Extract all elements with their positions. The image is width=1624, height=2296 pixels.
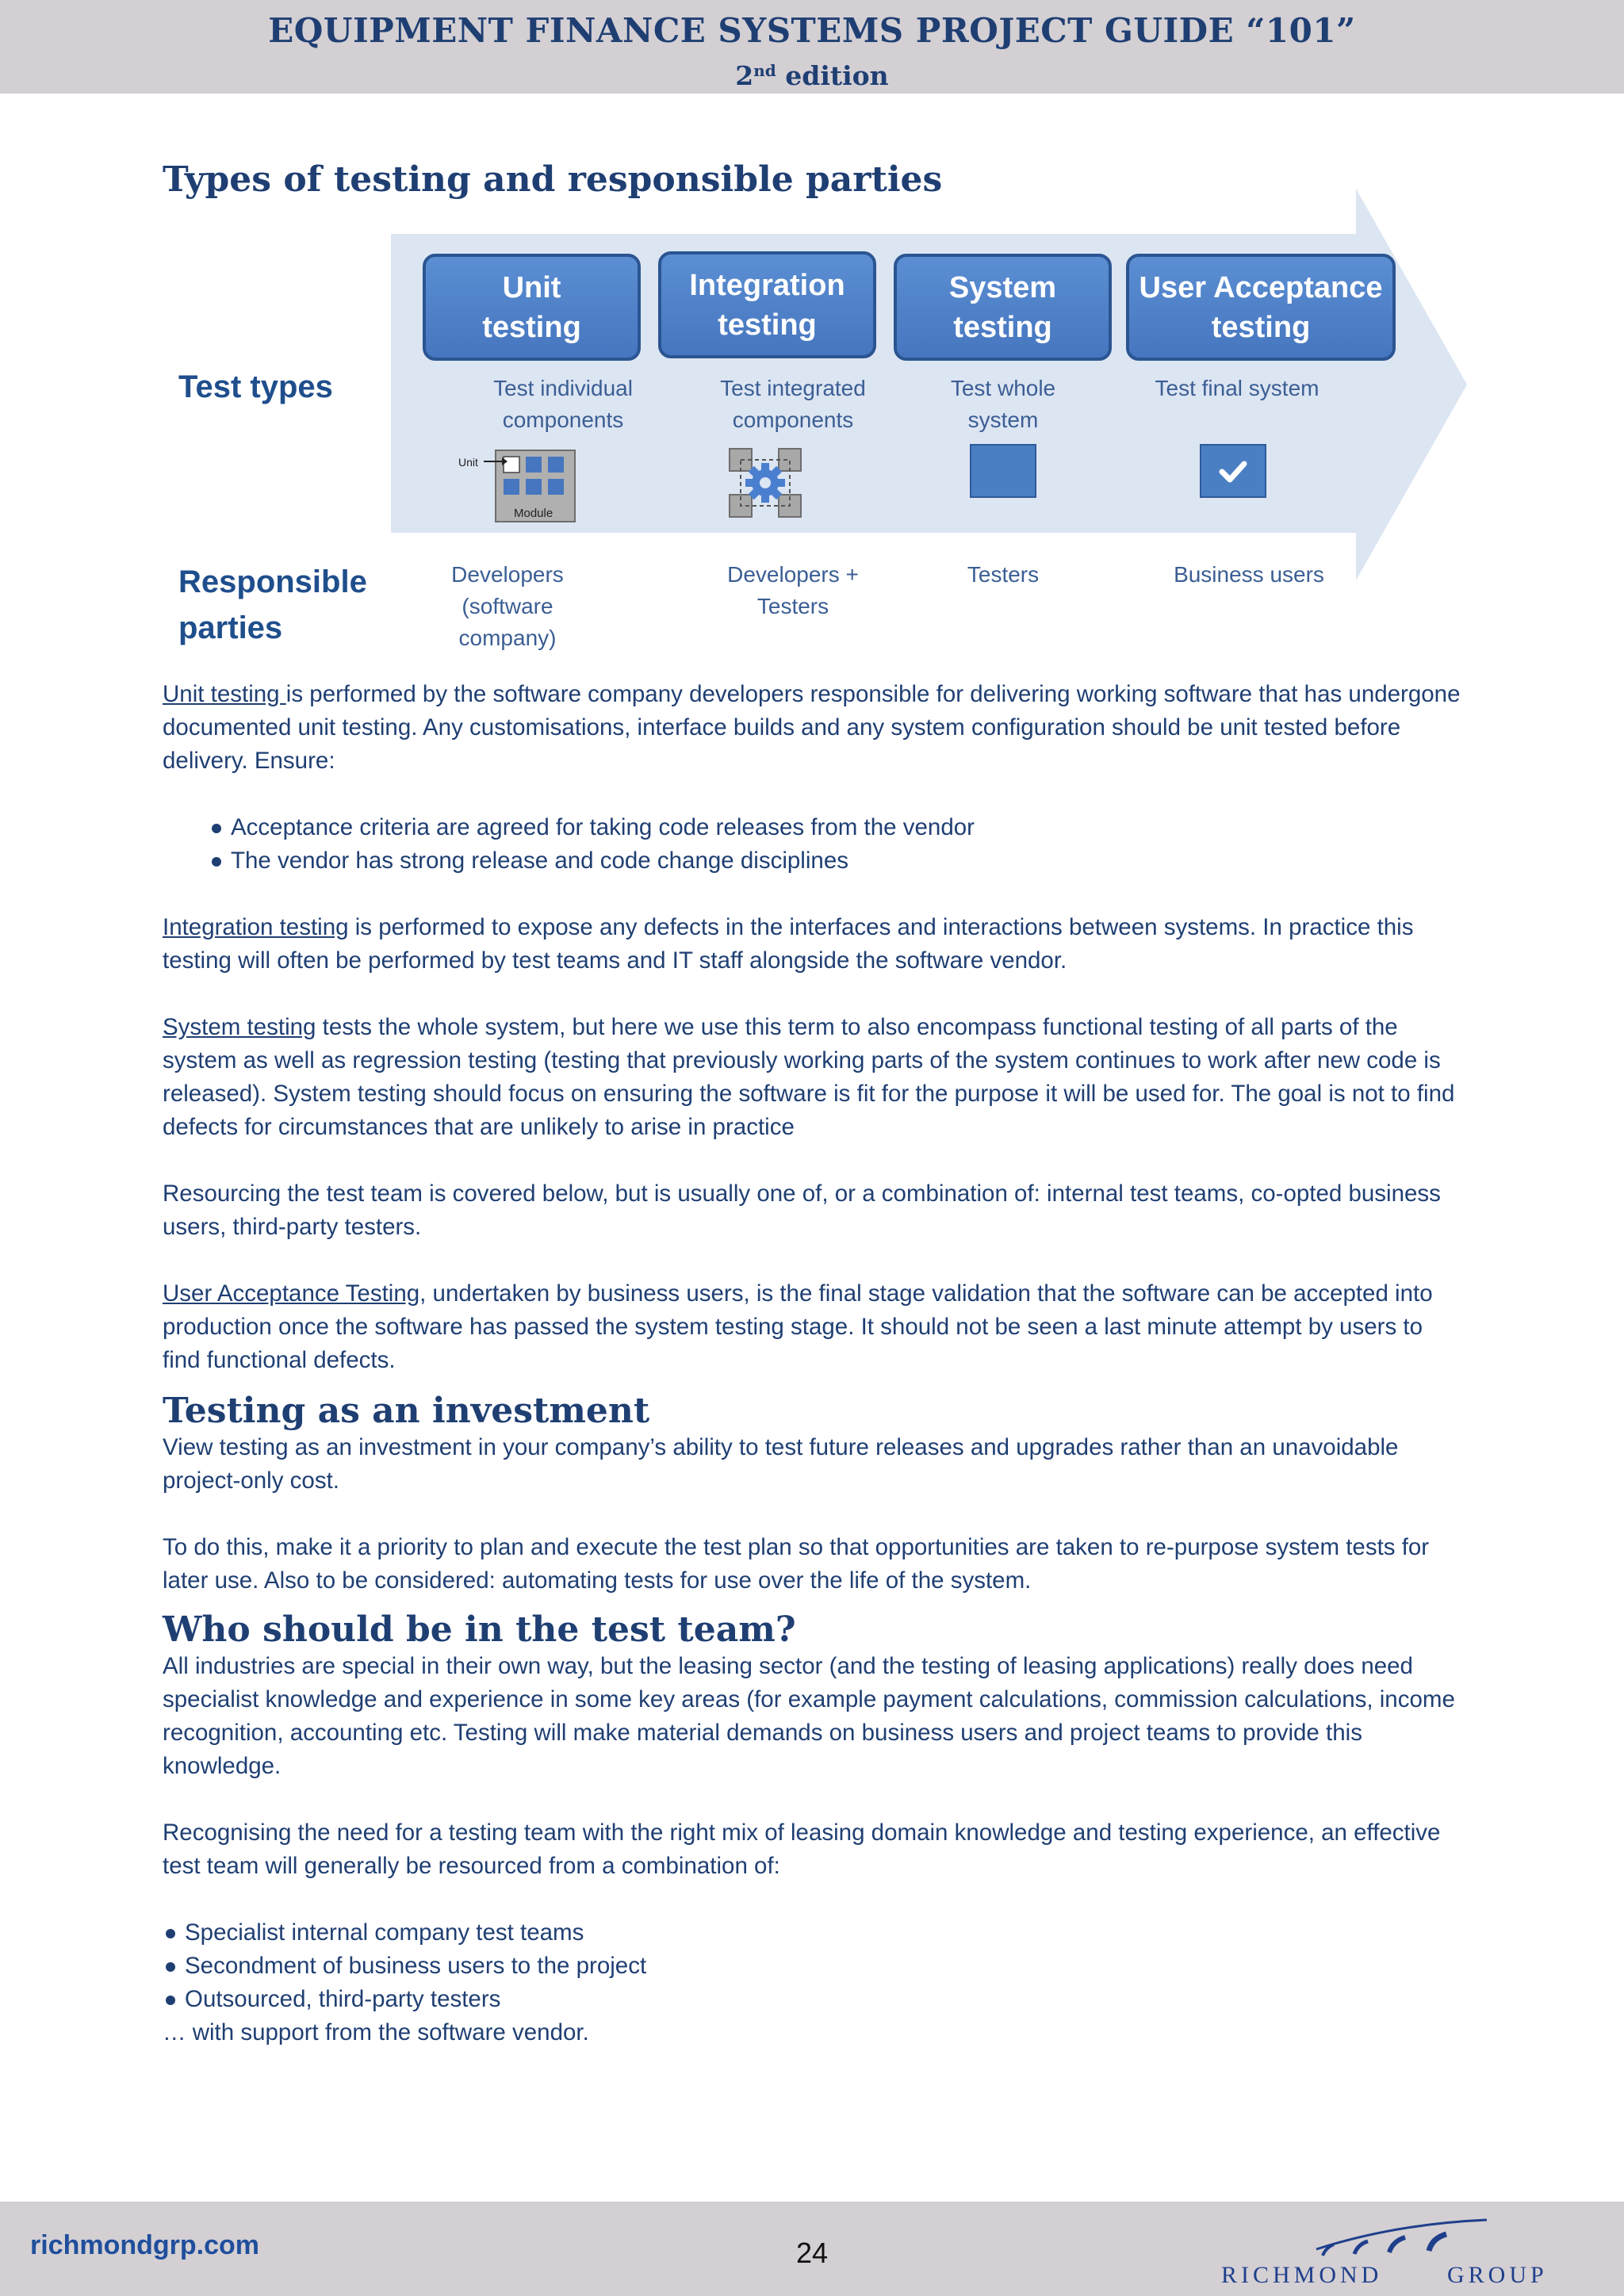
system-square-icon	[970, 444, 1036, 498]
list-item: Secondment of business users to the project	[163, 1950, 1463, 1983]
page-number: 24	[795, 2237, 829, 2269]
stage-box-uat	[1126, 254, 1396, 361]
stage-box-unit	[423, 254, 641, 361]
party-line2: (software	[462, 594, 553, 618]
stage-title-line2: testing	[953, 310, 1052, 344]
document-title: EQUIPMENT FINANCE SYSTEMS PROJECT GUIDE “101”	[268, 11, 1356, 50]
stage-title-line2: testing	[718, 308, 817, 342]
unit-icon-label: Unit	[458, 456, 478, 469]
resourcing-paragraph: Resourcing the test team is covered below, but is usually one of, or a combination of: internal test teams, co-opted business users, third-party testers.	[163, 1181, 1441, 1240]
stage-desc-uat	[1122, 373, 1352, 404]
stage-desc-system	[896, 373, 1110, 436]
logo-text-group: GROUP	[1447, 2262, 1548, 2288]
party-line1: Business users	[1174, 562, 1324, 587]
desc-line1: Test whole	[950, 376, 1056, 400]
system-testing-paragraph	[163, 1011, 1463, 1144]
uat-checkmark-icon	[1200, 444, 1266, 498]
row-label-test-types: Test types	[178, 369, 333, 404]
integration-testing-text: is performed to expose any defects in the interfaces and interactions between systems. In practice this testing will often be performed by test teams and IT staff alongside the software vendor.	[163, 914, 1414, 974]
team-paragraph-1: All industries are special in their own way, but the leasing sector (and the testing of leasing applications) really does need specialist knowledge and experience in some key areas (for example payment calculations, commission calculations, income recognition, accounting etc. Testing will make material demands on business users and project teams to provide this knowledge.	[163, 1653, 1455, 1779]
unit-testing-text: is performed by the software company developers responsible for delivering working software that has undergone documented unit testing. Any customisations, interface builds and any system configuration should be unit tested before delivery. Ensure:	[163, 681, 1461, 774]
stage-title-line2: testing	[482, 310, 581, 344]
list-item: Acceptance criteria are agreed for taking code releases from the vendor	[209, 811, 1463, 844]
system-testing-term: System testing	[163, 1014, 316, 1040]
row-label-responsible-line2: parties	[178, 610, 283, 645]
stage-title-line1: Integration	[689, 268, 845, 302]
body-content	[163, 678, 1463, 2049]
stage-title-line1: Unit	[502, 270, 561, 304]
desc-line1: Test integrated	[720, 376, 866, 400]
page-header	[0, 0, 1624, 94]
edition-number: 2	[735, 60, 754, 91]
uat-term: User Acceptance Testing	[163, 1280, 420, 1307]
investment-heading: Testing as an investment	[163, 1391, 650, 1431]
stage-title-line1: User Acceptance	[1139, 270, 1383, 304]
list-item: Outsourced, third-party testers	[163, 1983, 1463, 2016]
system-testing-text: tests the whole system, but here we use this term to also encompass functional testing of all parts of the system as well as regression testing (testing that previously working parts of the system continues to work after new code is released). System testing should focus on ensuring the software is fit for the purpose it will be used for. The goal is not to find defects for circumstances that are unlikely to arise in practice	[163, 1014, 1455, 1140]
stage-title-line2: testing	[1211, 310, 1311, 344]
testing-types-diagram	[163, 186, 1471, 670]
stage-box-integration	[658, 251, 876, 358]
edition-suffix: nd	[753, 61, 776, 80]
team-heading: Who should be in the test team?	[163, 1609, 796, 1650]
list-item: The vendor has strong release and code change disciplines	[209, 844, 1463, 878]
list-item: Specialist internal company test teams	[163, 1916, 1463, 1950]
party-line1: Testers	[967, 562, 1040, 587]
unit-testing-paragraph	[163, 678, 1463, 778]
unit-module-icon	[452, 444, 579, 523]
desc-line2: components	[502, 408, 624, 432]
stage-box-system	[894, 254, 1112, 361]
stage-desc-integration	[686, 373, 900, 436]
richmond-group-logo	[1213, 2210, 1586, 2289]
team-paragraph-2: Recognising the need for a testing team with the right mix of leasing domain knowledge and testing experience, an effective test team will generally be resourced from a combination of:	[163, 1820, 1441, 1879]
desc-line1: Test final system	[1155, 376, 1320, 400]
party-integration	[694, 559, 892, 622]
party-unit	[416, 559, 599, 654]
desc-line1: Test individual	[493, 376, 633, 400]
check-icon	[1201, 446, 1265, 496]
edition-word: edition	[776, 60, 889, 91]
desc-line2: system	[967, 408, 1039, 432]
team-closing-line: … with support from the software vendor.	[163, 2019, 589, 2045]
party-line2: Testers	[756, 594, 829, 618]
party-line1: Developers +	[727, 562, 859, 587]
integration-testing-paragraph	[163, 911, 1463, 978]
uat-text: , undertaken by business users, is the final stage validation that the software can be accepted into production once the software has passed the system testing stage. It should not be seen a last minute attempt by users to find functional defects.	[163, 1280, 1433, 1373]
integration-gear-icon	[722, 444, 809, 523]
row-label-responsible	[178, 559, 367, 651]
party-system	[924, 559, 1082, 591]
party-uat	[1146, 559, 1352, 591]
types-heading: Types of testing and responsible parties	[163, 159, 943, 200]
unit-testing-term: Unit testing	[163, 681, 286, 707]
module-icon-label: Module	[514, 507, 553, 520]
page-footer	[0, 2202, 1624, 2296]
investment-paragraph-1: View testing as an investment in your company’s ability to test future releases and upgrades rather than an unavoidable project-only cost.	[163, 1434, 1399, 1494]
logo-text-richmond: RICHMOND	[1221, 2262, 1383, 2288]
stage-desc-unit	[456, 373, 670, 436]
investment-paragraph-2: To do this, make it a priority to plan and execute the test plan so that opportunities are taken to re-purpose system tests for later use. Also to be considered: automating tests for use over the life of the system.	[163, 1534, 1430, 1594]
edition-label	[0, 60, 1624, 91]
integration-testing-term: Integration testing	[163, 914, 349, 940]
team-bullets	[163, 1916, 1463, 2016]
desc-line2: components	[732, 408, 854, 432]
unit-testing-bullets	[163, 811, 1463, 878]
stage-title-line1: System	[948, 270, 1057, 304]
party-line3: company)	[458, 626, 557, 650]
footer-website-link[interactable]: richmondgrp.com	[30, 2230, 260, 2260]
party-line1: Developers	[451, 562, 564, 587]
uat-paragraph	[163, 1277, 1463, 1377]
row-label-responsible-line1: Responsible	[178, 564, 367, 599]
